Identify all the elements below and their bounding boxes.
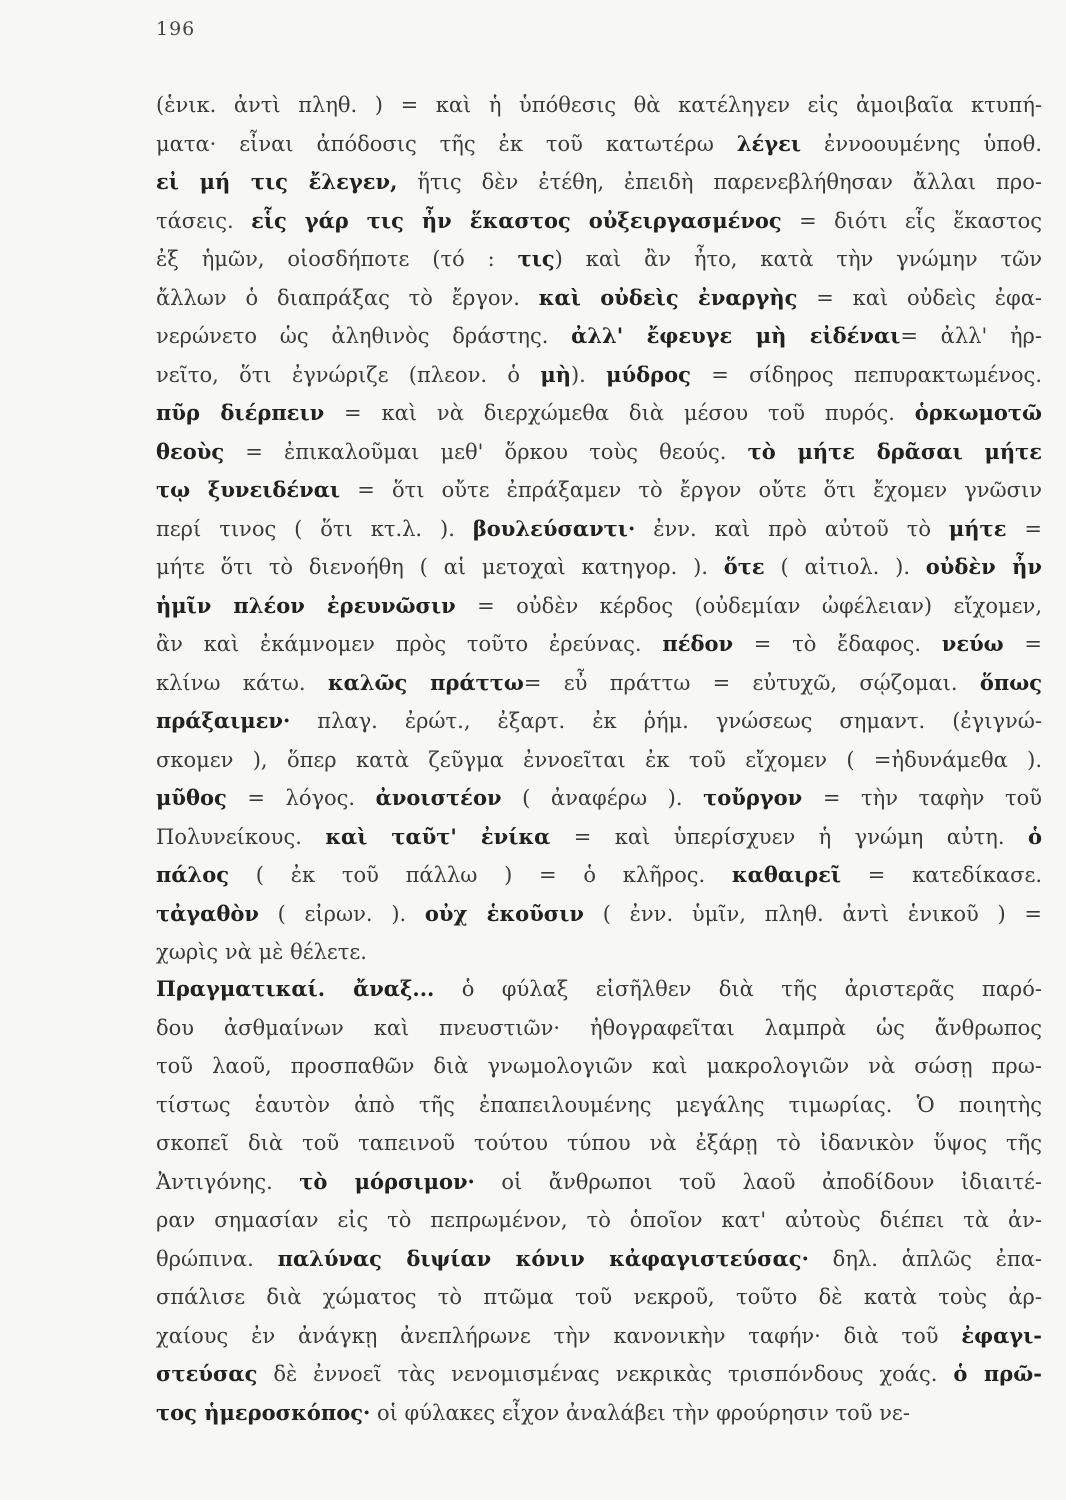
lemma-bold: οὐδὲν ἦν	[925, 554, 1042, 579]
text-line	[156, 1201, 1042, 1240]
text-line	[156, 163, 1042, 202]
text-run: = ἀλλ' ἠρ-	[900, 324, 1042, 348]
lemma-bold: πῦρ διέρπειν	[156, 400, 325, 425]
text-run: νεῖτο, ὅτι ἐγνώριζε (πλεον. ὁ	[156, 362, 541, 387]
text-run: = λόγος.	[226, 786, 376, 810]
text-run: = καὶ ὑπερίσχυεν ἡ γνώμη αὐτη.	[550, 824, 1028, 849]
text-run: =	[1006, 516, 1042, 541]
text-run: = ἐπικαλοῦμαι μεθ' ὅρκου τοὺς θεούς.	[224, 439, 748, 464]
text-line	[156, 664, 1042, 703]
text-line	[156, 625, 1042, 664]
lemma-bold: καὶ οὐδεὶς ἐναργὴς	[538, 284, 798, 310]
text-line	[156, 86, 1042, 125]
text-run: νερώνετο ὡς ἀληθινὸς δράστης.	[156, 324, 572, 348]
text-line	[156, 317, 1042, 356]
text-run: ἂν καὶ ἐκάμνομεν πρὸς τοῦτο ἐρεύνας.	[156, 632, 663, 656]
text-line	[156, 394, 1042, 433]
text-line	[156, 433, 1042, 472]
text-run: ( εἰρων. ).	[258, 901, 425, 926]
text-run: θρώπινα.	[156, 1246, 278, 1271]
text-run: (ἑνικ. ἀντὶ πληθ. ) = καὶ ἡ ὑπόθεσις θὰ κατέληγεν εἰς ἀμοιβαῖα κτυπή-	[156, 93, 1042, 117]
text-run: περί τινος ( ὅτι κτ.λ. ).	[156, 516, 473, 541]
text-run: = ὅτι οὔτε ἐπράξαμεν τὸ ἔργον οὔτε ὅτι ἔχομεν γνῶσιν	[340, 478, 1042, 502]
lemma-bold: τοὔργον	[703, 785, 803, 810]
text-line	[156, 471, 1042, 510]
lemma-bold: τος ἡμεροσκόπος·	[156, 1399, 371, 1425]
text-line	[156, 741, 1042, 780]
lemma-bold: ὁρκωμοτῶ	[914, 400, 1042, 425]
lemma-bold: πράξαιμεν·	[156, 708, 291, 733]
text-run: σπάλισε διὰ χώματος τὸ πτῶμα τοῦ νεκροῦ, τοῦτο δὲ κατὰ τοὺς ἀρ-	[156, 1285, 1042, 1309]
lemma-bold: τἀγαθὸν	[156, 900, 259, 926]
text-run: ραν σημασίαν εἰς τὸ πεπρωμένον, τὸ ὁποῖον κατ' αὐτοὺς διέπει τὰ ἀν-	[156, 1208, 1042, 1232]
text-line	[156, 1124, 1042, 1163]
text-line	[156, 702, 1042, 741]
text-run: τάσεις.	[156, 208, 252, 233]
lemma-bold: ὁ πρῶ-	[953, 1361, 1042, 1386]
text-run: πλαγ. ἐρώτ., ἐξαρτ. ἐκ ῥήμ. γνώσεως σημαντ. (ἐγιγνώ-	[290, 709, 1042, 733]
lemma-bold: εἰ μή τις ἔλεγεν,	[156, 169, 398, 194]
lemma-bold: οὐχ ἑκοῦσιν	[424, 900, 584, 926]
text-run: = τὴν ταφὴν τοῦ	[802, 786, 1042, 810]
text-run: ).	[570, 362, 607, 387]
text-line	[156, 1047, 1042, 1086]
text-run: οἱ ἄνθρωποι τοῦ λαοῦ ἀποδίδουν ἰδιαιτέ-	[474, 1169, 1042, 1194]
text-run: δηλ. ἁπλῶς ἐπα-	[808, 1246, 1042, 1271]
text-line	[156, 240, 1042, 279]
text-line	[156, 1163, 1042, 1202]
page-number: 196	[156, 18, 196, 40]
lemma-bold: ἀνοιστέον	[375, 785, 502, 810]
text-run: = οὐδὲν κέρδος (οὐδεμίαν ὠφέλειαν) εἴχομεν,	[455, 593, 1042, 618]
lemma-bold: καθαιρεῖ	[731, 862, 842, 887]
text-line	[156, 1317, 1042, 1356]
lemma-bold: ὅπως	[979, 669, 1042, 695]
text-run: σκοπεῖ διὰ τοῦ ταπεινοῦ τούτου τύπου νὰ ἐξάρῃ τὸ ἰδανικὸν ὕψος τῆς	[156, 1131, 1042, 1155]
lemma-bold: βουλεύσαντι·	[472, 515, 636, 541]
commentary-paragraph-notes	[156, 86, 1042, 972]
text-run: Ἀντιγόνης.	[156, 1169, 300, 1194]
text-run: = τὸ ἔδαφος.	[733, 632, 942, 656]
text-line	[156, 895, 1042, 934]
text-run: = κατεδίκασε.	[841, 863, 1042, 887]
text-run: = καὶ οὐδεὶς ἐφα-	[797, 285, 1042, 310]
lemma-bold: τις	[517, 246, 555, 271]
lemma-bold: λέγει	[736, 130, 802, 156]
lemma-bold: τῳ ξυνειδέναι	[156, 477, 341, 502]
text-line	[156, 587, 1042, 626]
text-run: οἱ φύλακες εἶχον ἀναλάβει τὴν φρούρησιν τοῦ νε-	[370, 1400, 910, 1425]
text-line	[156, 279, 1042, 318]
text-line	[156, 970, 1042, 1009]
text-run: = διότι εἷς ἕκαστος	[781, 208, 1042, 233]
lemma-bold: νεύω	[941, 631, 1004, 656]
text-run: χαίους ἐν ἀνάγκῃ ἀνεπλήρωνε τὴν κανονικὴν ταφήν· διὰ τοῦ	[156, 1323, 962, 1348]
text-run: δου ἀσθμαίνων καὶ πνευστιῶν· ἠθογραφεῖται λαμπρὰ ὡς ἄνθρωπος	[156, 1015, 1042, 1040]
lemma-bold: θεοὺς	[156, 438, 225, 464]
text-line	[156, 933, 1042, 972]
text-run: δὲ ἐννοεῖ τὰς νενομισμένας νεκρικὰς τρισπόνδους χοάς.	[257, 1362, 954, 1386]
text-line	[156, 856, 1042, 895]
text-line	[156, 1086, 1042, 1125]
lemma-bold: ἡμῖν πλέον ἐρευνῶσιν	[156, 592, 456, 618]
text-run: ( ἐνν. ὑμῖν, πληθ. ἀντὶ ἑνικοῦ ) =	[583, 901, 1042, 926]
lemma-bold: ἐφαγι-	[961, 1322, 1042, 1348]
text-run: Πολυνείκους.	[156, 824, 326, 849]
lemma-bold: τὸ μόρσιμον·	[299, 1168, 475, 1194]
text-run: ) καὶ ἂν ἦτο, κατὰ τὴν γνώμην τῶν	[554, 247, 1042, 271]
lemma-bold: καλῶς πράττω	[327, 669, 524, 695]
text-run: ( ἀναφέρω ).	[501, 786, 704, 810]
lemma-bold: μῦθος	[156, 785, 227, 810]
text-run: μήτε ὅτι τὸ διενοήθη ( αἱ μετοχαὶ κατηγορ. ).	[156, 555, 724, 579]
text-run: κλίνω κάτω.	[156, 670, 328, 695]
text-run: = σίδηρος πεπυρακτωμένος.	[690, 362, 1042, 387]
text-line	[156, 510, 1042, 549]
text-line	[156, 202, 1042, 241]
text-line	[156, 818, 1042, 857]
text-run: = καὶ νὰ διερχώμεθα διὰ μέσου τοῦ πυρός.	[324, 401, 915, 425]
text-run: τοῦ λαοῦ, προσπαθῶν διὰ γνωμολογιῶν καὶ μακρολογιῶν νὰ σώσῃ πρω-	[156, 1054, 1042, 1078]
text-run: ἥτις δὲν ἐτέθη, ἐπειδὴ παρενεβλήθησαν ἄλλαι προ-	[397, 170, 1042, 194]
lemma-bold: μύδρος	[606, 361, 691, 387]
text-run: =	[1003, 632, 1042, 656]
commentary-paragraph-pragmatikai	[156, 970, 1042, 1432]
text-run: σκομεν ), ὅπερ κατὰ ζεῦγμα ἐννοεῖται ἐκ τοῦ εἴχομεν ( =ἠδυνάμεθα ).	[156, 747, 1042, 772]
text-run: ( ἐκ τοῦ πάλλω ) = ὁ κλῆρος.	[229, 863, 732, 887]
lemma-bold: ὁ	[1027, 823, 1042, 849]
text-run: χωρὶς νὰ μὲ θέλετε.	[156, 940, 367, 964]
text-run: τίστως ἑαυτὸν ἀπὸ τῆς ἐπαπειλουμένης μεγάλης τιμωρίας. Ὁ ποιητὴς	[156, 1092, 1042, 1117]
text-run: ἐννοουμένης ὑποθ.	[801, 131, 1042, 156]
text-run: ὁ φύλαξ εἰσῆλθεν διὰ τῆς ἀριστερᾶς παρό-	[434, 977, 1042, 1001]
lemma-bold: στεύσας	[156, 1361, 258, 1386]
lemma-bold: ὅτε	[723, 554, 765, 579]
text-line	[156, 1278, 1042, 1317]
text-line	[156, 779, 1042, 818]
text-line	[156, 1240, 1042, 1279]
text-line	[156, 125, 1042, 164]
text-run: ἐξ ἡμῶν, οἱοσδήποτε (τό :	[156, 247, 518, 271]
text-line	[156, 1394, 1042, 1433]
text-run: ματα· εἶναι ἀπόδοσις τῆς ἐκ τοῦ κατωτέρω	[156, 131, 737, 156]
lemma-bold: εἷς γάρ τις ἦν ἕκαστος οὐξειργασμένος	[251, 207, 782, 233]
lemma-bold: Πραγματικαί. ἄναξ...	[156, 976, 435, 1001]
text-line	[156, 548, 1042, 587]
lemma-bold: ἀλλ' ἔφευγε μὴ εἰδέναι	[571, 323, 901, 348]
lemma-bold: τὸ μήτε δρᾶσαι μήτε	[747, 438, 1042, 464]
lemma-bold: μήτε	[948, 515, 1007, 541]
text-run: ἄλλων ὁ διαπράξας τὸ ἔργον.	[156, 285, 539, 310]
text-line	[156, 1009, 1042, 1048]
text-run: ἐνν. καὶ πρὸ αὐτοῦ τὸ	[635, 516, 949, 541]
lemma-bold: καὶ ταῦτ' ἐνίκα	[325, 823, 551, 849]
lemma-bold: παλύνας διψίαν κόνιν κἀφαγιστεύσας·	[277, 1245, 809, 1271]
lemma-bold: πέδον	[662, 631, 734, 656]
lemma-bold: μὴ	[540, 361, 571, 387]
text-run: = εὖ πράττω = εὐτυχῶ, σῴζομαι.	[523, 670, 980, 695]
text-run: ( αἰτιολ. ).	[764, 555, 926, 579]
text-line	[156, 356, 1042, 395]
lemma-bold: πάλος	[156, 862, 230, 887]
text-line	[156, 1355, 1042, 1394]
